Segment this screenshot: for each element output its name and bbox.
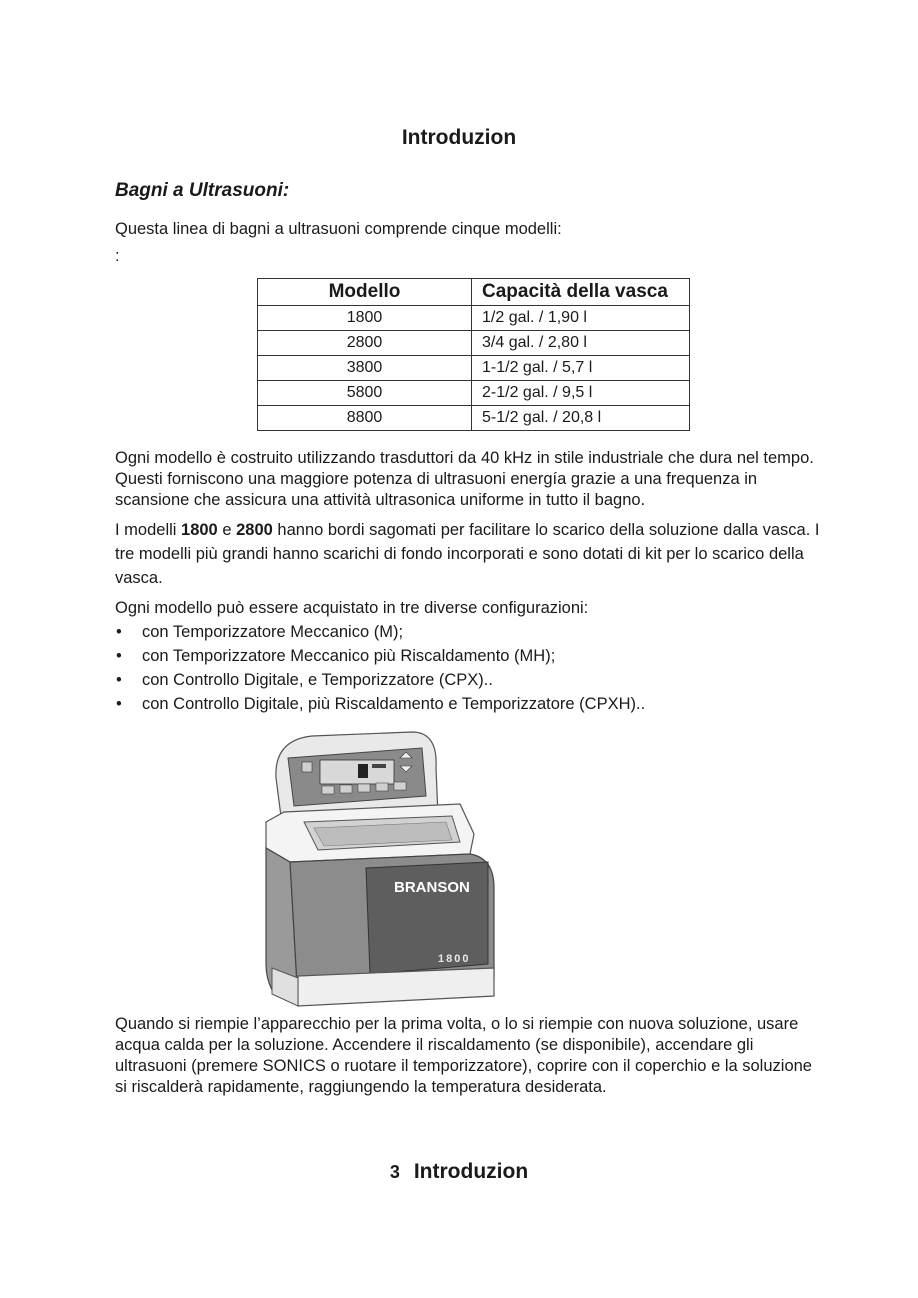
page-number: 3 bbox=[389, 1162, 400, 1182]
model-1800-bold: 1800 bbox=[181, 521, 218, 539]
paragraph-transducers: Ogni modello è costruito utilizzando trasduttori da 40 kHz in stile industriale che dura nel tempo. Questi forniscono una maggiore potenza di ultrasuoni energía grazie a una frequenza in scansione che assicura una attività ultrasonica uniforme in tutto il bagno. bbox=[115, 449, 814, 509]
table-row bbox=[258, 406, 690, 431]
list-item: • con Controllo Digitale, più Riscaldamento e Temporizzatore (CPXH).. bbox=[115, 692, 827, 716]
model-cell: 2800 bbox=[258, 331, 472, 356]
list-item: • con Temporizzatore Meccanico più Riscaldamento (MH); bbox=[115, 644, 827, 668]
page-title: Introduzion bbox=[401, 126, 517, 149]
paragraph-text: I modelli bbox=[115, 521, 182, 539]
model-label: 1800 bbox=[438, 953, 471, 965]
paragraph-configurations: Ogni modello può essere acquistato in tre diverse configurazioni: bbox=[115, 599, 589, 617]
configuration-list bbox=[115, 620, 827, 716]
capacity-cell: 1/2 gal. / 1,90 l bbox=[472, 306, 690, 331]
capacity-cell: 5-1/2 gal. / 20,8 l bbox=[472, 406, 690, 431]
model-cell: 1800 bbox=[258, 306, 472, 331]
column-header-capacity: Capacità della vasca bbox=[472, 279, 690, 306]
paragraph-text: e bbox=[217, 521, 237, 539]
model-cell: 8800 bbox=[258, 406, 472, 431]
models-table bbox=[257, 278, 690, 431]
section-title: Bagni a Ultrasuoni: bbox=[115, 180, 290, 201]
capacity-cell: 1-1/2 gal. / 5,7 l bbox=[472, 356, 690, 381]
model-2800-bold: 2800 bbox=[236, 521, 273, 539]
list-item: • con Temporizzatore Meccanico (M); bbox=[115, 620, 827, 644]
capacity-cell: 3/4 gal. / 2,80 l bbox=[472, 331, 690, 356]
list-item: • con Controllo Digitale, e Temporizzatore (CPX).. bbox=[115, 668, 827, 692]
capacity-cell: 2-1/2 gal. / 9,5 l bbox=[472, 381, 690, 406]
stray-colon: : bbox=[115, 247, 120, 265]
paragraph-text: hanno bordi sagomati per facilitare lo scarico della soluzione dalla vasca. I tre modelli più grandi hanno scarichi di fondo incorporati e sono dotati di kit per lo scarico della vasca. bbox=[115, 521, 820, 587]
ultrasonic-bath-illustration bbox=[262, 728, 498, 1010]
model-cell: 3800 bbox=[258, 356, 472, 381]
brand-label: BRANSON bbox=[394, 879, 470, 896]
page-footer bbox=[0, 1160, 918, 1184]
table-row bbox=[258, 331, 690, 356]
intro-text: Questa linea di bagni a ultrasuoni comprende cinque modelli: bbox=[115, 220, 562, 238]
table-row bbox=[258, 381, 690, 406]
table-header-row bbox=[258, 279, 690, 306]
table-row bbox=[258, 306, 690, 331]
column-header-model: Modello bbox=[258, 279, 472, 306]
paragraph-filling: Quando si riempie l’apparecchio per la prima volta, o lo si riempie con nuova soluzione, usare acqua calda per la soluzione. Accendere il riscaldamento (se disponibile), accendare gli ultrasuoni (premere SONICS o ruotare il temporizzatore), coprire con il coperchio e la soluzione si riscalderà rapidamente, raggiungendo la temperatura desiderata. bbox=[115, 1015, 812, 1096]
footer-title: Introduzion bbox=[413, 1160, 529, 1183]
paragraph-models-drain bbox=[115, 518, 827, 590]
model-cell: 5800 bbox=[258, 381, 472, 406]
table-row bbox=[258, 356, 690, 381]
